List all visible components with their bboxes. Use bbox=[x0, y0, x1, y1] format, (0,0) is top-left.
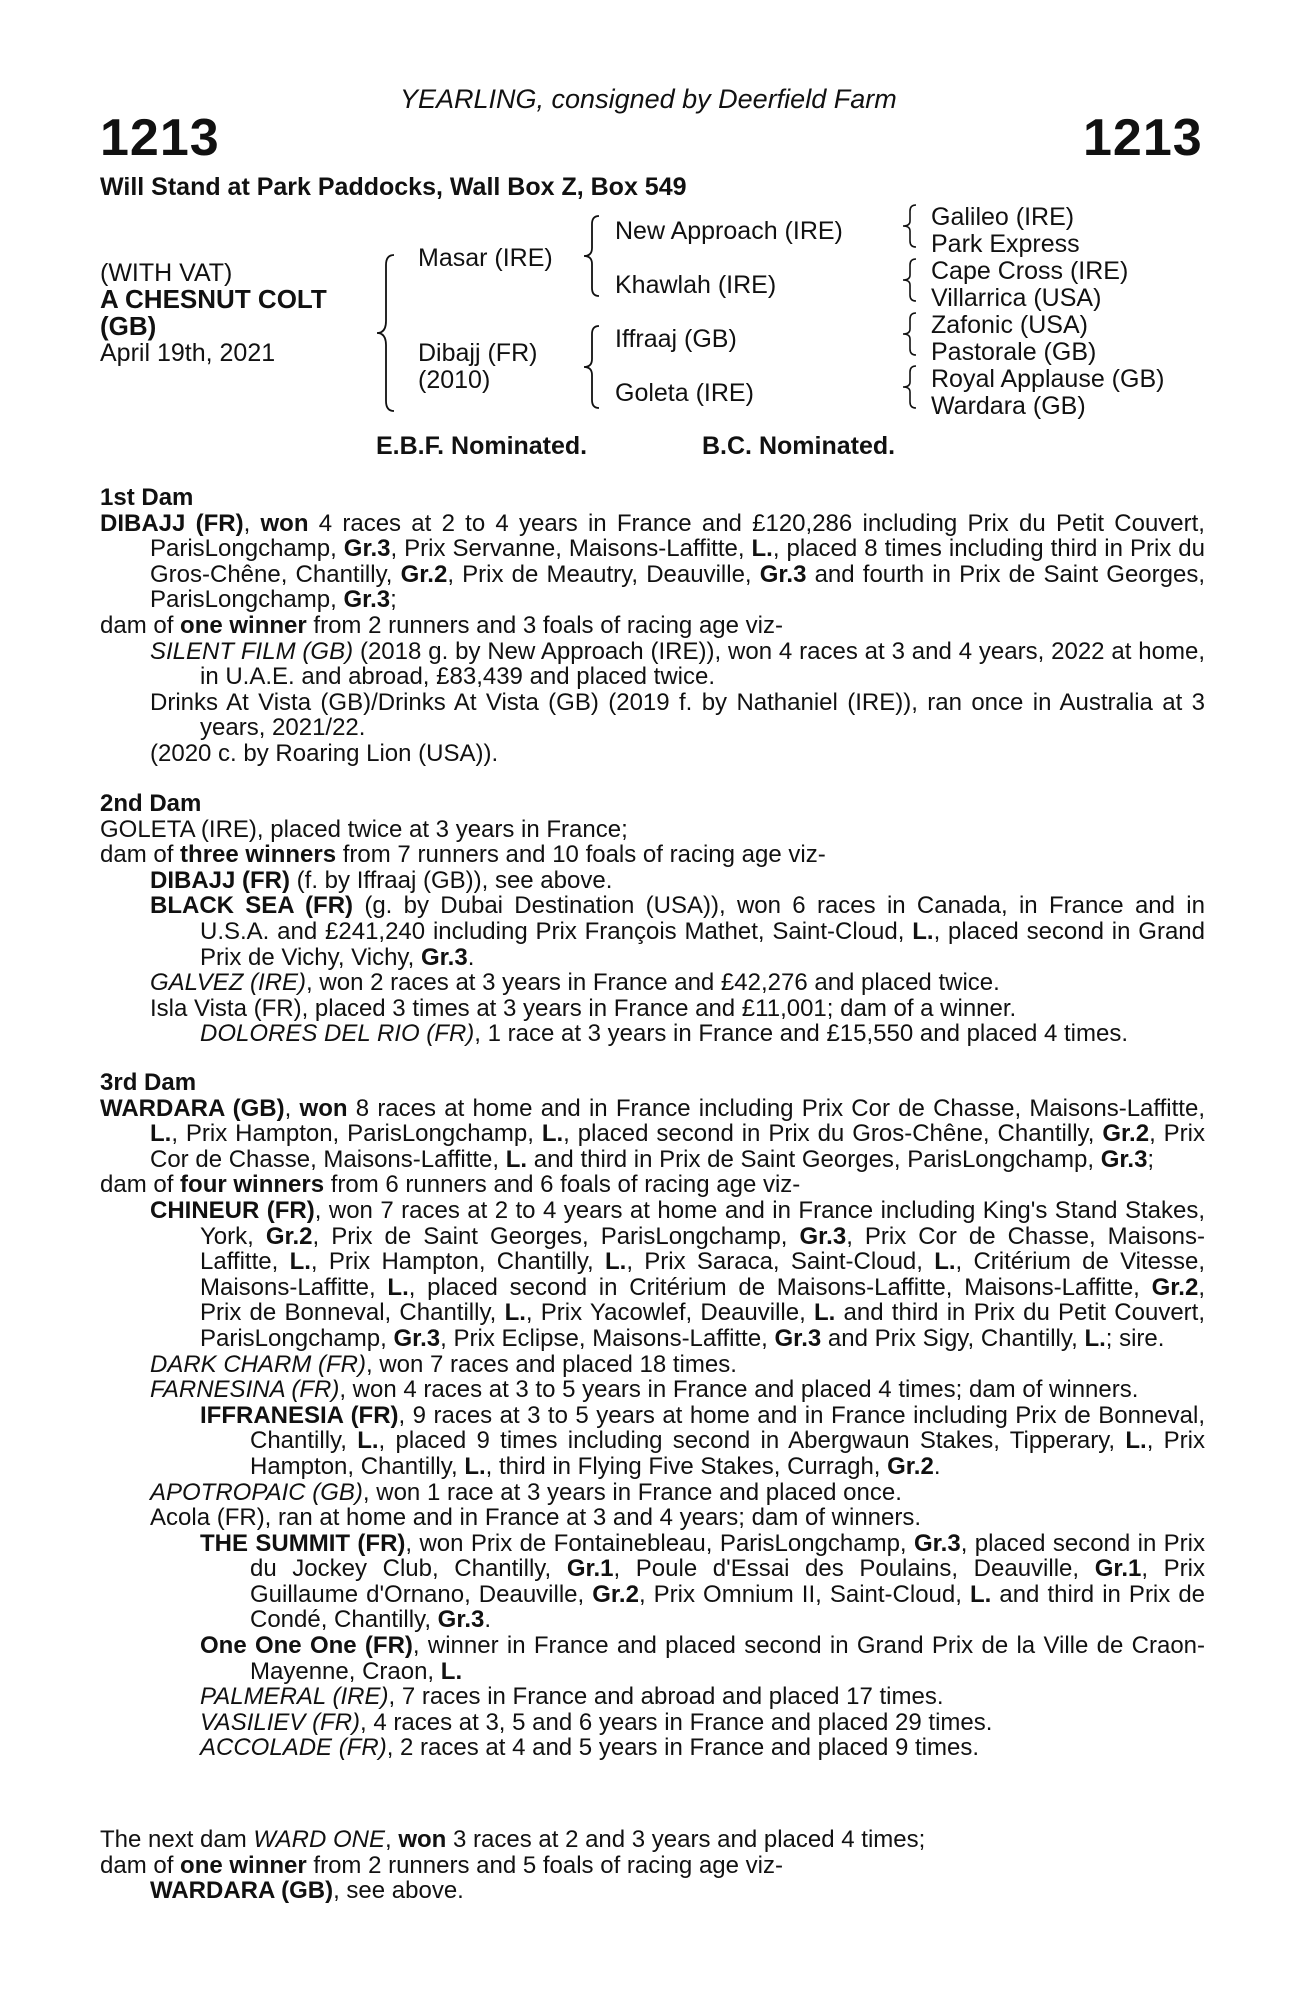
next-dam-record: The next dam WARD ONE, won 3 races at 2 and 3 years and placed 4 times; bbox=[100, 1826, 926, 1853]
next-dam-section bbox=[100, 1827, 1205, 1904]
pedigree-sire: Masar (IRE) bbox=[418, 244, 553, 272]
foaling-date: April 19th, 2021 bbox=[100, 339, 276, 367]
first-dam-produce-summary: dam of one winner from 2 runners and 3 foals of racing age viz- bbox=[100, 611, 783, 639]
pedigree-brace-ds bbox=[900, 311, 918, 357]
pedigree-dsd: Pastorale (GB) bbox=[931, 338, 1097, 366]
pedigree-sds: Cape Cross (IRE) bbox=[931, 257, 1129, 285]
third-dam-section bbox=[100, 1070, 1205, 1761]
list-item: PALMERAL (IRE), 7 races in France and abroad and placed 17 times. bbox=[200, 1683, 944, 1711]
list-item: SILENT FILM (GB) (2018 g. by New Approach (IRE)), won 4 races at 3 and 4 years, 2022 at home, in U.A.E. and abroad, £83,439 and placed twice. bbox=[150, 637, 1205, 691]
pedigree-brace-ss bbox=[900, 203, 918, 249]
third-dam-record: WARDARA (GB), won 8 races at home and in France including Prix Cor de Chasse, Maisons-Laffitte, L., Prix Hampton, ParisLongchamp, L., placed second in Prix du Gros-Chêne, Chantilly, Gr.2, Prix Cor de Chasse, Maisons-Laffitte, L. and third in Prix de Saint Georges, ParisLongchamp, Gr.3; bbox=[100, 1094, 1205, 1173]
pedigree-brace-gen1 bbox=[374, 253, 396, 413]
ebf-nominated: E.B.F. Nominated. bbox=[376, 432, 588, 460]
list-item: DOLORES DEL RIO (FR), 1 race at 3 years in France and £15,550 and placed 4 times. bbox=[200, 1020, 1128, 1048]
pedigree-brace-dd bbox=[900, 364, 918, 410]
first-dam-record: DIBAJJ (FR), won 4 races at 2 to 4 years in France and £120,286 including Prix du Petit Couvert, ParisLongchamp, Gr.3, Prix Servanne, Maisons-Laffitte, L., placed 8 times including third in Prix du Gros-Chêne, Chantilly, Gr.2, Prix de Meautry, Deauville, Gr.3 and fourth in Prix de Saint Georges, ParisLongchamp, Gr.3; bbox=[100, 509, 1206, 614]
third-dam-produce-summary: dam of four winners from 6 runners and 6 foals of racing age viz- bbox=[100, 1171, 801, 1199]
stand-location: Will Stand at Park Paddocks, Wall Box Z, Box 549 bbox=[100, 173, 687, 201]
pedigree-sire-dam: Khawlah (IRE) bbox=[615, 271, 777, 299]
second-dam-record: GOLETA (IRE), placed twice at 3 years in France; bbox=[100, 815, 628, 843]
horse-description: A CHESNUT COLT bbox=[100, 284, 327, 314]
lot-number-left: 1213 bbox=[100, 109, 220, 167]
pedigree-sdd: Villarrica (USA) bbox=[931, 284, 1102, 312]
list-item: Isla Vista (FR), placed 3 times at 3 years in France and £11,001; dam of a winner. bbox=[150, 994, 1017, 1022]
pedigree-ssd: Park Express bbox=[931, 230, 1080, 258]
list-item: VASILIEV (FR), 4 races at 3, 5 and 6 years in France and placed 29 times. bbox=[200, 1708, 993, 1736]
list-item: THE SUMMIT (FR), won Prix de Fontainebleau, ParisLongchamp, Gr.3, placed second in Prix du Jockey Club, Chantilly, Gr.1, Poule d'Essai des Poulains, Deauville, Gr.1, Prix Guillaume d'Ornano, Deauville, Gr.2, Prix Omnium II, Saint-Cloud, L. and third in Prix de Condé, Chantilly, Gr.3. bbox=[200, 1529, 1206, 1634]
pedigree-sire-sire: New Approach (IRE) bbox=[615, 217, 843, 245]
pedigree-sss: Galileo (IRE) bbox=[931, 203, 1075, 231]
pedigree-dss: Zafonic (USA) bbox=[931, 311, 1088, 339]
pedigree-ddd: Wardara (GB) bbox=[931, 392, 1086, 420]
list-item: DARK CHARM (FR), won 7 races and placed 18 times. bbox=[150, 1350, 737, 1378]
list-item: ACCOLADE (FR), 2 races at 4 and 5 years in France and placed 9 times. bbox=[200, 1734, 980, 1762]
first-dam-heading: 1st Dam bbox=[100, 484, 194, 511]
pedigree-dam-dam: Goleta (IRE) bbox=[615, 379, 754, 407]
consignor-line: YEARLING, consigned by Deerfield Farm bbox=[400, 84, 897, 114]
pedigree-brace-sd bbox=[900, 257, 918, 303]
bc-nominated: B.C. Nominated. bbox=[702, 432, 896, 460]
horse-origin: (GB) bbox=[100, 311, 157, 341]
list-item: Drinks At Vista (GB)/Drinks At Vista (GB) (2019 f. by Nathaniel (IRE)), ran once in Australia at 3 years, 2021/22. bbox=[150, 688, 1205, 742]
lot-number-right: 1213 bbox=[1083, 109, 1203, 167]
pedigree-brace-dam bbox=[581, 324, 601, 410]
second-dam-produce-summary: dam of three winners from 7 runners and 10 foals of racing age viz- bbox=[100, 841, 826, 869]
pedigree-dam-year: (2010) bbox=[418, 366, 491, 394]
list-item: CHINEUR (FR), won 7 races at 2 to 4 years at home and in France including King's Stand Stakes, York, Gr.2, Prix de Saint Georges, ParisLongchamp, Gr.3, Prix Cor de Chasse, Maisons-Laffitte, L., Prix Hampton, Chantilly, L., Prix Saraca, Saint-Cloud, L., Critérium de Vitesse, Maisons-Laffitte, L., placed second in Critérium de Maisons-Laffitte, Maisons-Laffitte, Gr.2, Prix de Bonneval, Chantilly, L., Prix Yacowlef, Deauville, L. and third in Prix du Petit Couvert, ParisLongchamp, Gr.3, Prix Eclipse, Maisons-Laffitte, Gr.3 and Prix Sigy, Chantilly, L.; sire. bbox=[150, 1196, 1206, 1352]
list-item: WARDARA (GB), see above. bbox=[150, 1877, 464, 1905]
list-item: IFFRANESIA (FR), 9 races at 3 to 5 years at home and in France including Prix de Bonneval, Chantilly, L., placed 9 times including second in Abergwaun Stakes, Tipperary, L., Prix Hampton, Chantilly, L., third in Flying Five Stakes, Curragh, Gr.2. bbox=[200, 1401, 1206, 1480]
pedigree-dam: Dibajj (FR) bbox=[418, 339, 538, 367]
pedigree-dds: Royal Applause (GB) bbox=[931, 365, 1165, 393]
first-dam-name: DIBAJJ (FR) bbox=[100, 509, 244, 537]
pedigree-dam-sire: Iffraaj (GB) bbox=[615, 325, 737, 353]
list-item: BLACK SEA (FR) (g. by Dubai Destination (USA)), won 6 races in Canada, in France and in U.S.A. and £241,240 including Prix François Mathet, Saint-Cloud, L., placed second in Grand Prix de Vichy, Vichy, Gr.3. bbox=[150, 892, 1205, 971]
list-item: FARNESINA (FR), won 4 races at 3 to 5 years in France and placed 4 times; dam of winners. bbox=[150, 1376, 1139, 1404]
first-dam-section bbox=[100, 485, 1205, 767]
list-item: (2020 c. by Roaring Lion (USA)). bbox=[150, 739, 499, 767]
second-dam-heading: 2nd Dam bbox=[100, 790, 202, 817]
second-dam-section bbox=[100, 791, 1205, 1047]
list-item: Acola (FR), ran at home and in France at 3 and 4 years; dam of winners. bbox=[150, 1504, 922, 1532]
list-item: APOTROPAIC (GB), won 1 race at 3 years in France and placed once. bbox=[150, 1478, 902, 1506]
list-item: One One One (FR), winner in France and placed second in Grand Prix de la Ville de Craon-Mayenne, Craon, L. bbox=[200, 1632, 1206, 1685]
pedigree-brace-sire bbox=[581, 214, 601, 298]
list-item: GALVEZ (IRE), won 2 races at 3 years in France and £42,276 and placed twice. bbox=[150, 969, 1000, 997]
list-item: DIBAJJ (FR) (f. by Iffraaj (GB)), see above. bbox=[150, 866, 613, 894]
vat-note: (WITH VAT) bbox=[100, 259, 233, 287]
next-dam-produce-summary: dam of one winner from 2 runners and 5 foals of racing age viz- bbox=[100, 1851, 783, 1879]
third-dam-heading: 3rd Dam bbox=[100, 1069, 197, 1096]
